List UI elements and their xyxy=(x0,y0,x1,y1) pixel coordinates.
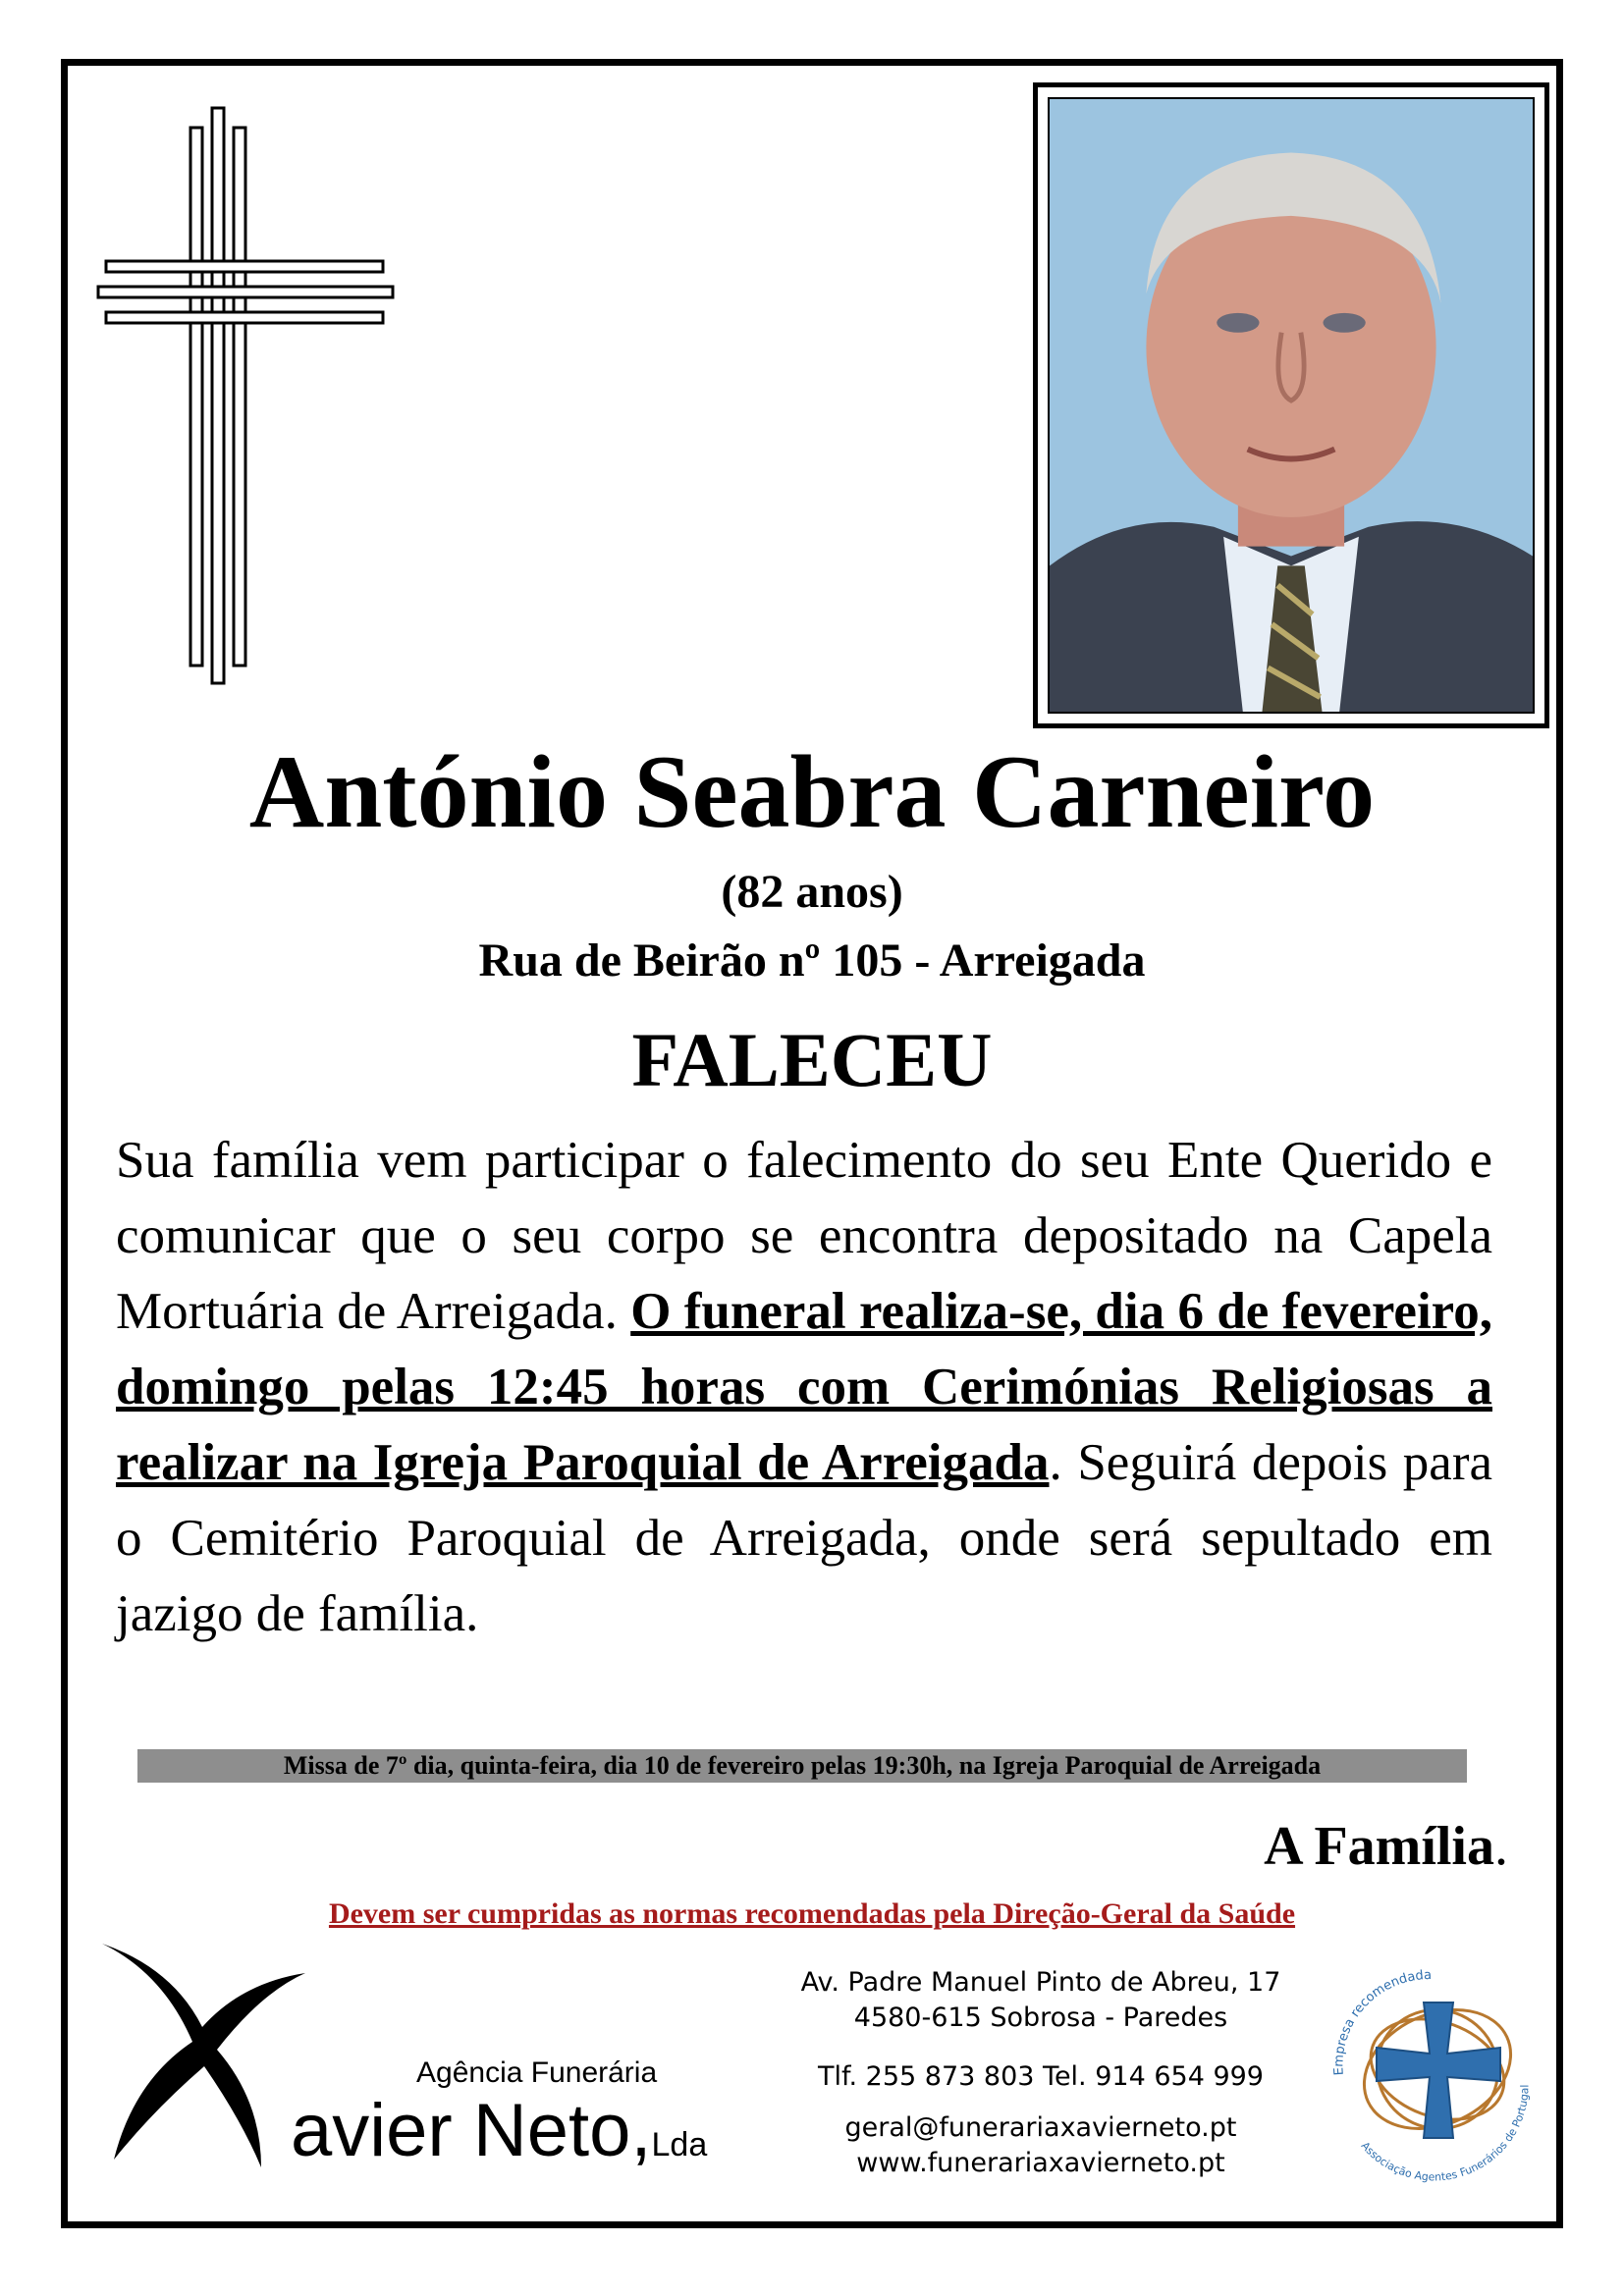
association-top-text: Empresa recomendada xyxy=(1331,1968,1433,2076)
body-outro: . Seguirá depois para o Cemitério Paroquial de Arreigada, onde será sepultado em jazigo de família. xyxy=(116,1434,1492,1642)
mass-prefix: Missa de 7º dia, quinta-feira, dia 10 de fevereiro pelas 19:30h, na Igreja xyxy=(283,1751,1065,1780)
agency-address-line1: Av. Padre Manuel Pinto de Abreu, 17 xyxy=(800,1967,1281,1998)
funeral-details: O funeral realiza-se, dia 6 de fevereiro, domingo pelas 12:45 horas com Cerimónias Religiosas a realizar na Igreja Paroquial de Arreigada xyxy=(116,1283,1492,1491)
signature xyxy=(1264,1812,1508,1881)
notice-body xyxy=(116,1123,1492,1652)
association-emblem-icon xyxy=(1322,1959,1538,2185)
signature-name: A Família xyxy=(1264,1816,1494,1877)
association-bottom-text: Associação Agentes Funerários de Portugal xyxy=(1358,2084,1532,2184)
mass-notice xyxy=(137,1749,1467,1783)
agency-address-line2: 4580-615 Sobrosa - Paredes xyxy=(853,2002,1228,2033)
agency-name-main: avier Neto, xyxy=(291,2089,652,2172)
headline: FALECEU xyxy=(631,1017,993,1102)
health-notice-text: Devem ser cumpridas as normas recomendadas pela Direção-Geral da Saúde xyxy=(328,1897,1296,1930)
signature-period: . xyxy=(1494,1816,1508,1877)
health-notice xyxy=(98,1895,1526,1934)
cross-icon xyxy=(96,106,395,685)
agency-label: Agência Funerária xyxy=(416,2056,658,2089)
agency-phones: Tlf. 255 873 803 Tel. 914 654 999 xyxy=(817,2061,1264,2092)
x-logo-icon xyxy=(94,1934,310,2169)
agency-suffix: Lda xyxy=(651,2126,708,2163)
portrait-frame xyxy=(1033,82,1549,728)
deceased-address: Rua de Beirão nº 105 - Arreigada xyxy=(478,934,1146,987)
agency-name xyxy=(291,2087,707,2189)
agency-website[interactable]: www.funerariaxavierneto.pt xyxy=(856,2148,1225,2178)
portrait-photo xyxy=(1048,97,1535,714)
mass-place: Paroquial de Arreigada xyxy=(1064,1751,1322,1780)
deceased-age: (82 anos) xyxy=(721,866,903,918)
body-intro: Sua família vem participar o falecimento do seu Ente Querido e comunicar que o seu corpo se encontra depositado na Capela Mortuária de Arreigada. xyxy=(116,1132,1492,1340)
deceased-name: António Seabra Carneiro xyxy=(248,734,1376,849)
agency-email[interactable]: geral@funerariaxavierneto.pt xyxy=(844,2112,1237,2143)
